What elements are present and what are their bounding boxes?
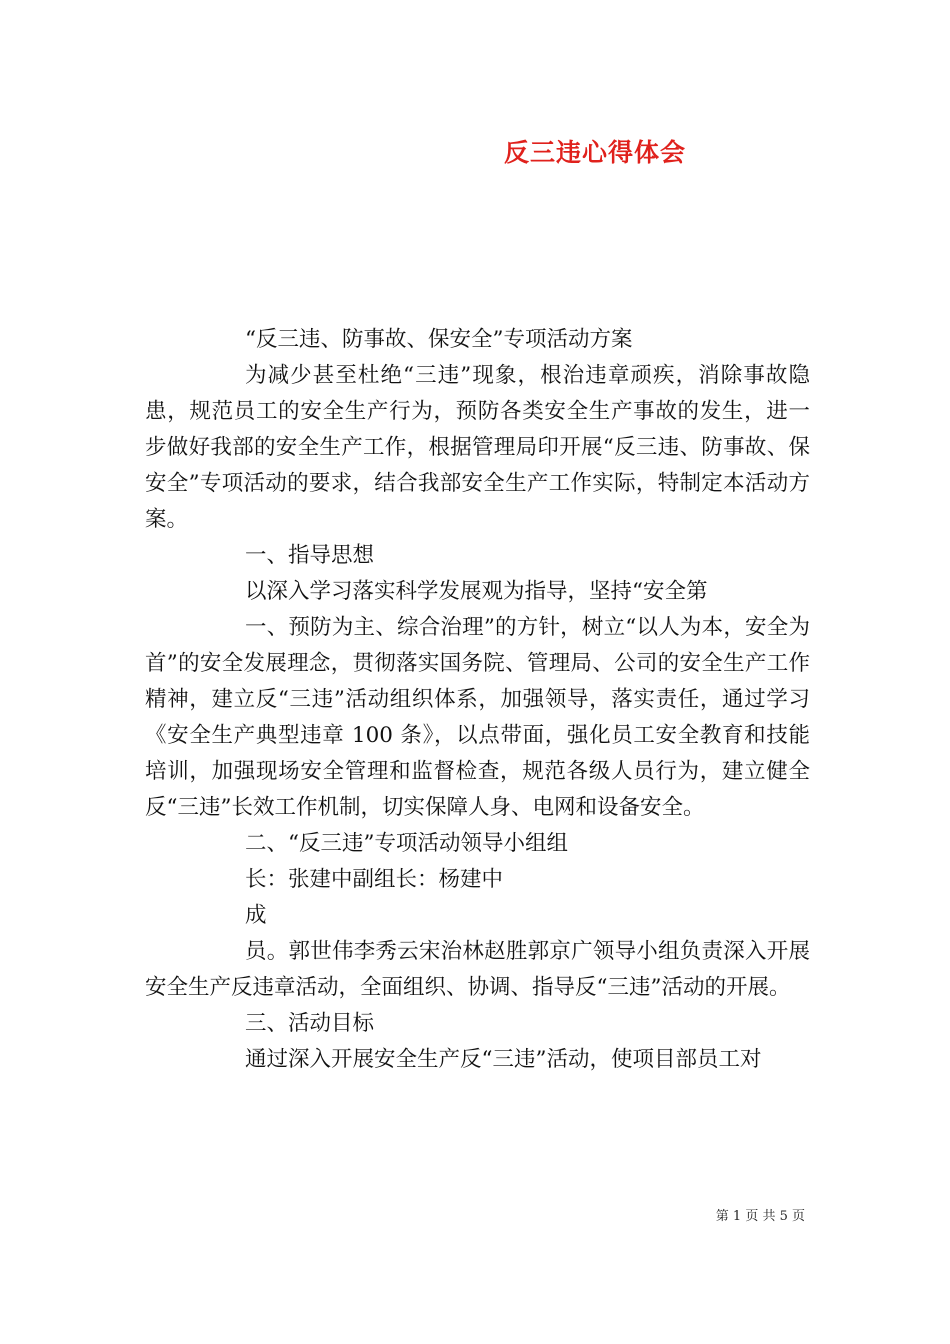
leadership-members-label: 成 (245, 903, 267, 928)
section-heading-guiding-ideology: 一、指导思想 (245, 543, 375, 568)
document-body (145, 322, 810, 1078)
section-heading-leadership-group: 二、“反三违”专项活动领导小组组 (245, 831, 568, 856)
document-title: 反三违心得体会 (503, 138, 686, 167)
guiding-ideology-paragraph: 一、预防为主、综合治理”的方针，树立“以人为本，安全为首”的安全发展理念，贯彻落实国务院、管理局、公司的安全生产工作精神，建立反“三违”活动组织体系，加强领导，落实责任，通过学习《安全生产典型违章 100 条》，以点带面，强化员工安全教育和技能培训，加强现场安全管理和监督检查，规范各级人员行为，建立健全反“三违”长效工作机制，切实保障人身、电网和设备安全。 (145, 615, 810, 820)
leadership-leaders-line: 长：张建中副组长：杨建中 (245, 867, 504, 892)
activity-goals-line: 通过深入开展安全生产反“三违”活动，使项目部员工对 (245, 1047, 762, 1072)
leadership-members-paragraph: 员。郭世伟李秀云宋治林赵胜郭京广领导小组负责深入开展安全生产反违章活动，全面组织、协调、指导反“三违”活动的开展。 (145, 939, 810, 1000)
section-heading-activity-goals: 三、活动目标 (245, 1011, 375, 1036)
intro-paragraph: 为减少甚至杜绝“三违”现象，根治违章顽疾，消除事故隐患，规范员工的安全生产行为，预防各类安全生产事故的发生，进一步做好我部的安全生产工作，根据管理局印开展“反三违、防事故、保安全”专项活动的要求，结合我部安全生产工作实际，特制定本活动方案。 (145, 363, 810, 532)
guiding-ideology-line: 以深入学习落实科学发展观为指导，坚持“安全第 (245, 579, 708, 604)
plan-heading: “反三违、防事故、保安全”专项活动方案 (245, 327, 633, 352)
page-number-footer: 第 1 页 共 5 页 (715, 1209, 805, 1224)
